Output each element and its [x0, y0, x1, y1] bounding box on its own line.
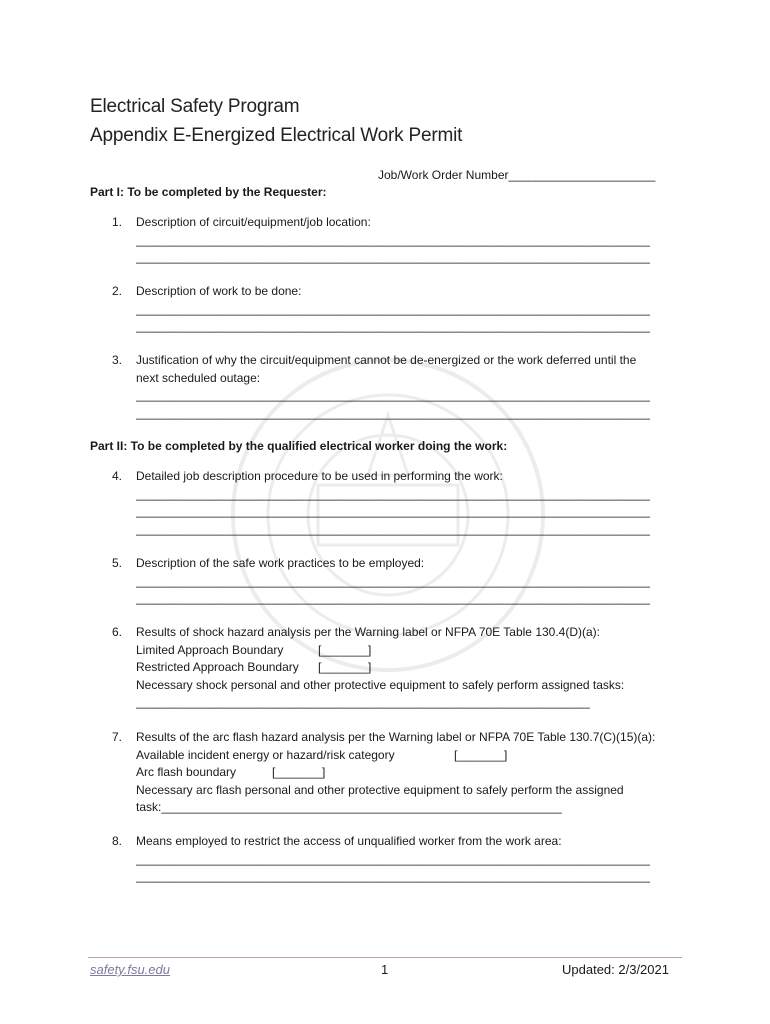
item-label-cont: next scheduled outage:	[136, 370, 261, 385]
restricted-approach-label: Restricted Approach Boundary	[136, 660, 299, 674]
answer-line[interactable]: _____________________________________________________________________________	[136, 301, 650, 316]
answer-line[interactable]: _____________________________________________________________________________	[136, 591, 650, 605]
task-answer-line[interactable]: task:____________________________________________________________	[136, 800, 562, 814]
item-label: Detailed job description procedure to be used in performing the work:	[136, 469, 503, 483]
item-4	[112, 468, 682, 538]
arc-boundary-label: Arc flash boundary	[136, 765, 237, 779]
item-7	[112, 729, 682, 817]
answer-line[interactable]: _____________________________________________________________________________	[136, 405, 650, 420]
item-number: 7.	[112, 730, 123, 744]
page-subtitle: Appendix E-Energized Electrical Work Permit	[90, 125, 463, 146]
page-title: Electrical Safety Program	[90, 96, 300, 117]
answer-line[interactable]: ____________________________________________________________________	[136, 695, 590, 709]
footer-divider	[88, 957, 682, 958]
answer-line[interactable]: _____________________________________________________________________________	[136, 486, 650, 501]
answer-line[interactable]: _____________________________________________________________________________	[136, 573, 650, 588]
page-number: 1	[381, 962, 389, 977]
item-number: 6.	[112, 625, 123, 639]
item-number: 4.	[112, 469, 123, 483]
item-label: Description of the safe work practices to be employed:	[136, 556, 425, 570]
item-number: 8.	[112, 834, 123, 848]
item-number: 2.	[112, 284, 123, 298]
item-number: 3.	[112, 353, 123, 367]
item-label: Results of the arc flash hazard analysis per the Warning label or NFPA 70E Table 130.7(C)(15)(a):	[136, 730, 656, 744]
part1-heading: Part I: To be completed by the Requester:	[90, 185, 327, 199]
item-1	[112, 214, 682, 267]
answer-line[interactable]: _____________________________________________________________________________	[136, 504, 650, 518]
incident-energy-row	[136, 747, 682, 765]
limited-approach-field[interactable]: [_______]	[318, 642, 372, 657]
restricted-approach-field[interactable]: [_______]	[318, 660, 372, 674]
item-6	[112, 624, 682, 712]
item-number: 1.	[112, 215, 123, 229]
arc-boundary-field[interactable]: [_______]	[272, 765, 326, 779]
item-label: Necessary shock personal and other protective equipment to safely perform assigned tasks:	[136, 677, 625, 692]
answer-line[interactable]: _____________________________________________________________________________	[136, 319, 650, 333]
updated-date: Updated: 2/3/2021	[562, 962, 669, 977]
answer-line[interactable]: _____________________________________________________________________________	[136, 388, 650, 402]
limited-approach-label: Limited Approach Boundary	[136, 642, 284, 657]
limited-approach-row	[136, 642, 682, 660]
restricted-approach-row	[136, 659, 682, 677]
arc-boundary-row	[136, 764, 682, 782]
item-label: Description of work to be done:	[136, 284, 302, 298]
item-number: 5.	[112, 556, 123, 570]
item-8	[112, 833, 682, 886]
item-2	[112, 283, 682, 336]
item-label: Description of circuit/equipment/job location:	[136, 215, 371, 229]
answer-line[interactable]: _____________________________________________________________________________	[136, 521, 650, 536]
item-5	[112, 555, 682, 608]
answer-line[interactable]: _____________________________________________________________________________	[136, 869, 650, 883]
incident-energy-label: Available incident energy or hazard/risk category	[136, 747, 395, 762]
item-3	[112, 352, 682, 422]
item-label: Results of shock hazard analysis per the Warning label or NFPA 70E Table 130.4(D)(a):	[136, 625, 601, 639]
answer-line[interactable]: _____________________________________________________________________________	[136, 232, 650, 247]
item-label: Necessary arc flash personal and other protective equipment to safely perform the assigned	[136, 782, 624, 797]
item-label: Means employed to restrict the access of unqualified worker from the work area:	[136, 834, 562, 848]
footer-site-link[interactable]: safety.fsu.edu	[90, 962, 170, 977]
answer-line[interactable]: _____________________________________________________________________________	[136, 250, 650, 264]
item-label: Justification of why the circuit/equipment cannot be de-energized or the work deferred until the	[136, 353, 637, 367]
answer-line[interactable]: _____________________________________________________________________________	[136, 851, 650, 866]
part2-heading: Part II: To be completed by the qualified electrical worker doing the work:	[90, 439, 508, 453]
incident-energy-field[interactable]: [_______]	[454, 747, 508, 762]
job-number-field[interactable]: Job/Work Order Number______________________	[378, 168, 656, 182]
